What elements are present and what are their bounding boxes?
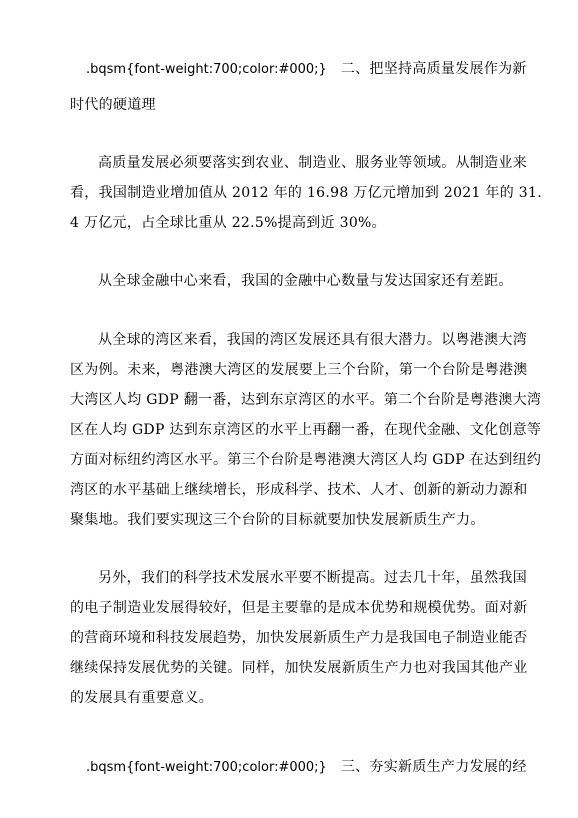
heading-1-line-1 [86,59,526,80]
paragraph-3-line-4: 区在人均 GDP 达到东京湾区的水平上再翻一番，在现代金融、文化创意等 [70,422,542,438]
css-code-snippet-2: .bqsm{font-weight:700;color:#000;} [86,760,327,775]
paragraph-1-line-2: 看，我国制造业增加值从 2012 年的 16.98 万亿元增加到 2021 年的 31. [70,185,542,201]
paragraph-3-line-1: 从全球的湾区来看，我国的湾区发展还具有很大潜力。以粤港澳大湾 [98,332,527,348]
paragraph-4-line-1: 另外，我们的科学技术发展水平要不断提高。过去几十年，虽然我国 [98,570,527,586]
heading-1-text: 二、把坚持高质量发展作为新 [340,61,527,77]
paragraph-4-line-2: 的电子制造业发展得较好，但是主要靠的是成本优势和规模优势。面对新 [70,600,528,616]
paragraph-1-line-1: 高质量发展必须要落实到农业、制造业、服务业等领域。从制造业来 [98,155,527,171]
paragraph-3-line-5: 方面对标纽约湾区水平。第三个台阶是粤港澳大湾区人均 GDP 在达到纽约 [70,452,542,468]
paragraph-4-line-5: 的发展具有重要意义。 [70,690,213,706]
paragraph-4-line-3: 的营商环境和科技发展趋势，加快发展新质生产力是我国电子制造业能否 [70,630,528,646]
paragraph-4-line-4: 继续保持发展优势的关键。同样，加快发展新质生产力也对我国其他产业 [70,660,528,676]
paragraph-3-line-7: 聚集地。我们要实现这三个台阶的目标就要加快发展新质生产力。 [70,512,485,528]
paragraph-1-line-3: 4 万亿元，占全球比重从 22.5%提高到近 30%。 [70,215,386,231]
heading-2-line-1 [86,757,526,778]
css-code-snippet: .bqsm{font-weight:700;color:#000;} [86,62,327,77]
paragraph-3-line-6: 湾区的水平基础上继续增长，形成科学、技术、人才、创新的新动力源和 [70,482,528,498]
paragraph-3-line-2: 区为例。未来，粤港澳大湾区的发展要上三个台阶，第一个台阶是粤港澳 [70,362,528,378]
paragraph-2-line-1: 从全球金融中心来看，我国的金融中心数量与发达国家还有差距。 [98,273,513,289]
paragraph-3-line-3: 大湾区人均 GDP 翻一番，达到东京湾区的水平。第二个台阶是粤港澳大湾 [70,392,542,408]
heading-1-line-2: 时代的硬道理 [70,97,156,113]
heading-2-text: 三、夯实新质生产力发展的经 [340,759,527,775]
